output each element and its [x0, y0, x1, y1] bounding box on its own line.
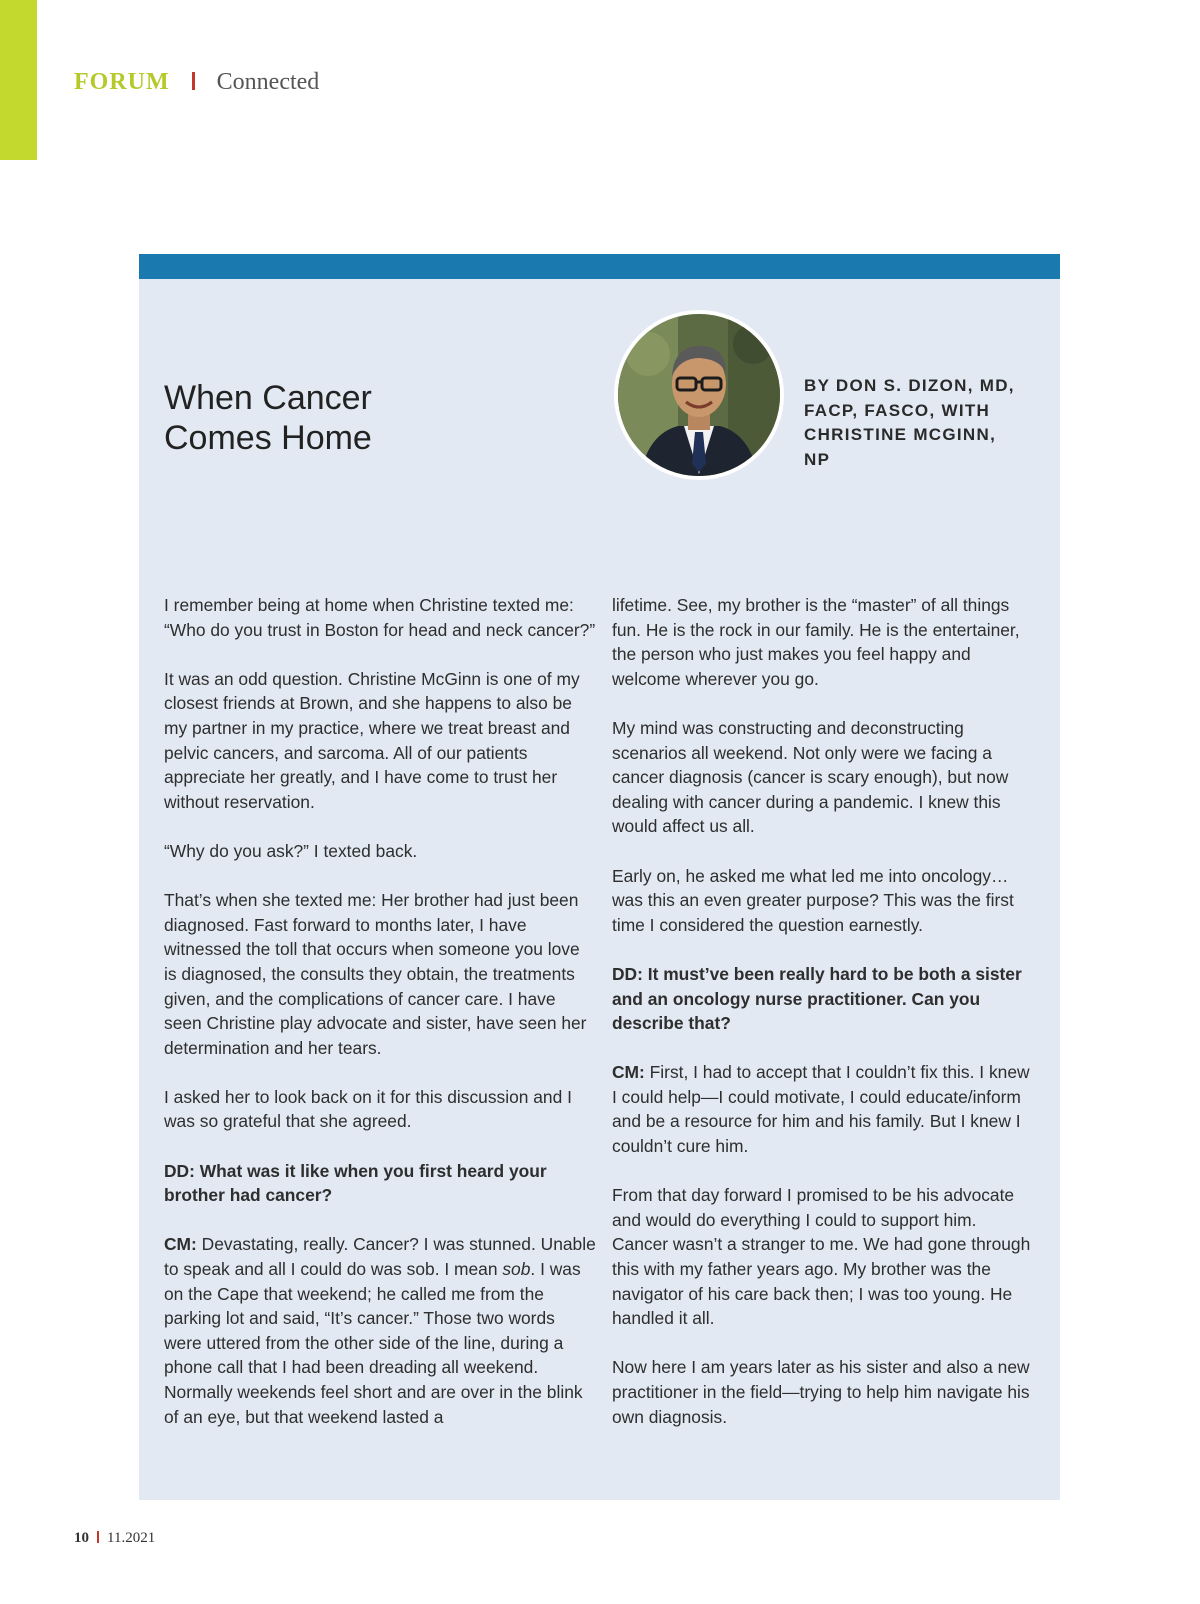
paragraph: My mind was constructing and deconstructing scenarios all weekend. Not only were we facing a cancer diagnosis (cancer is scary enough), but now dealing with cancer during a pandemic. I knew this would affect us all.: [612, 717, 1009, 837]
paragraph: lifetime. See, my brother is the “master” of all things fun. He is the rock in our family. He is the entertainer, the person who just makes you feel happy and welcome wherever you go.: [612, 595, 1020, 689]
paragraph: From that day forward I promised to be his advocate and would do everything I could to support him. Cancer wasn’t a stranger to me. We had gone through this with my father years ago. My brother was the navigator of his care back then; I was too young. He handled it all.: [612, 1185, 1031, 1329]
author-byline: BY DON S. DIZON, MD, FACP, FASCO, WITH CHRISTINE MCGINN, NP: [804, 376, 1015, 469]
section-label: FORUM: [74, 69, 170, 95]
article-title-line-2: Comes Home: [164, 419, 372, 457]
article-column-left: [164, 593, 596, 1454]
paragraph: That’s when she texted me: Her brother had just been diagnosed. Fast forward to months later, I have witnessed the toll that occurs when someone you love is diagnosed, the consults they obtain, the treatments given, and the complications of cancer care. I have seen Christine play advocate and sister, have seen her determination and her tears.: [164, 890, 587, 1058]
footer-divider: [97, 1531, 99, 1543]
paragraph: I asked her to look back on it for this discussion and I was so grateful that she agreed.: [164, 1086, 572, 1132]
issue-date: 11.2021: [107, 1530, 156, 1546]
page-footer: [74, 1530, 155, 1547]
paragraph: Now here I am years later as his sister and also a new practitioner in the field—trying to help him navigate his own diagnosis.: [612, 1357, 1030, 1427]
article-panel: [139, 254, 1060, 1500]
answer-emphasis: sob: [502, 1259, 531, 1280]
author-portrait-image: [618, 314, 780, 476]
paragraph: Early on, he asked me what led me into oncology… was this an even greater purpose? This was the first time I considered the question earnestly.: [612, 865, 1014, 935]
page-number: 10: [74, 1530, 89, 1546]
interview-answer: [612, 1060, 1032, 1158]
interview-answer: [164, 1232, 596, 1429]
speaker-label: CM:: [164, 1234, 197, 1255]
section-color-tab: [0, 0, 37, 160]
paragraph: “Why do you ask?” I texted back.: [164, 840, 418, 861]
paragraph: I remember being at home when Christine texted me: “Who do you trust in Boston for head and neck cancer?”: [164, 595, 596, 640]
running-head: [74, 68, 319, 96]
article-title-line-1: When Cancer: [164, 379, 372, 417]
interview-question: DD: It must’ve been really hard to be both a sister and an oncology nurse practitioner. Can you describe that?: [612, 963, 1022, 1034]
answer-text: First, I had to accept that I couldn’t fix this. I knew I could help—I could motivate, I could educate/inform and be a resource for him and his family. But I knew I couldn’t cure him.: [612, 1062, 1030, 1157]
panel-top-bar: [139, 254, 1060, 279]
article-title: [164, 378, 372, 458]
topic-label: Connected: [216, 69, 320, 95]
interview-question: DD: What was it like when you first heard your brother had cancer?: [164, 1160, 547, 1206]
answer-text: . I was on the Cape that weekend; he called me from the parking lot and said, “It’s cancer.” Those two words were uttered from the other side of the line, during a phone call that I had been dreading all weekend. Normally weekends feel short and are over in the blink of an eye, but that weekend lasted a: [164, 1259, 583, 1427]
answer-text: Devastating, really. Cancer? I was stunned. Unable to speak and all I could do was sob. I mean: [164, 1234, 596, 1280]
header-divider: [192, 72, 195, 90]
author-photo: [614, 310, 784, 480]
paragraph: It was an odd question. Christine McGinn is one of my closest friends at Brown, and she happens to also be my partner in my practice, where we treat breast and pelvic cancers, and sarcoma. All of our patients appreciate her greatly, and I have come to trust her without reservation.: [164, 668, 580, 812]
article-column-right: [612, 593, 1032, 1454]
speaker-label: CM:: [612, 1062, 645, 1083]
